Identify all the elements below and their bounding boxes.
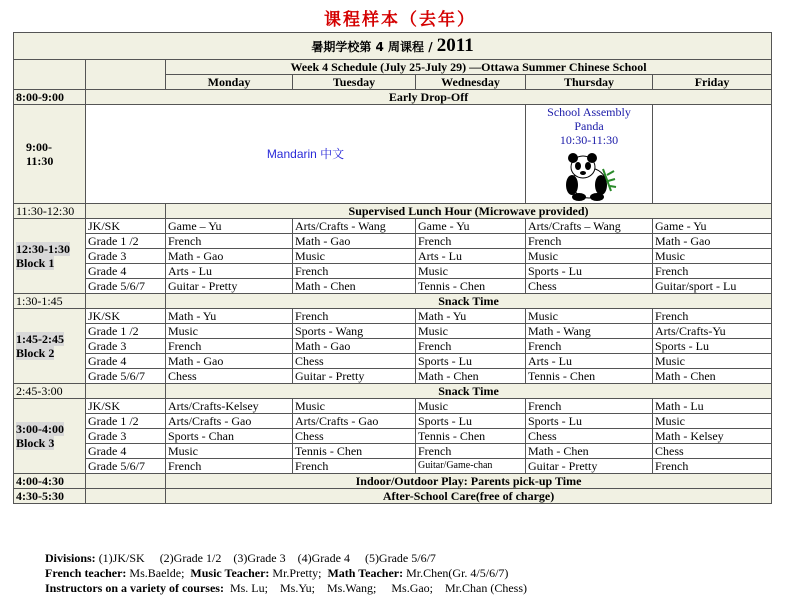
class-cell: Chess bbox=[293, 354, 416, 369]
grade-label: Grade 5/6/7 bbox=[86, 459, 166, 474]
day-wednesday: Wednesday bbox=[416, 75, 526, 90]
week-line: Week 4 Schedule (July 25-July 29) —Ottawa Summer Chinese School bbox=[166, 60, 772, 75]
grade-label: Grade 4 bbox=[86, 264, 166, 279]
class-cell: Guitar - Pretty bbox=[166, 279, 293, 294]
class-cell: Math - Gao bbox=[653, 234, 772, 249]
class-cell: Math - Gao bbox=[166, 354, 293, 369]
grade-label: Grade 4 bbox=[86, 444, 166, 459]
class-cell: Math - Chen bbox=[526, 444, 653, 459]
grade-label: Grade 5/6/7 bbox=[86, 279, 166, 294]
class-cell: Math - Chen bbox=[416, 369, 526, 384]
grade-label: Grade 4 bbox=[86, 354, 166, 369]
class-cell: Guitar - Pretty bbox=[293, 369, 416, 384]
class-cell: Music bbox=[166, 324, 293, 339]
divisions-line: Divisions: (1)JK/SK (2)Grade 1/2 (3)Grade 3 (4)Grade 4 (5)Grade 5/6/7 bbox=[45, 551, 436, 565]
class-cell: Arts - Lu bbox=[416, 249, 526, 264]
class-cell: Arts/Crafts - Wang bbox=[293, 219, 416, 234]
class-cell: Arts - Lu bbox=[166, 264, 293, 279]
class-cell: French bbox=[293, 459, 416, 474]
class-cell: Math - Lu bbox=[653, 399, 772, 414]
class-cell: Sports - Lu bbox=[416, 414, 526, 429]
class-cell: French bbox=[653, 459, 772, 474]
class-cell: Music bbox=[653, 414, 772, 429]
time-slot: 4:00-4:30 bbox=[14, 474, 86, 489]
class-cell: Sports - Lu bbox=[653, 339, 772, 354]
class-cell: French bbox=[416, 339, 526, 354]
class-cell: Math - Gao bbox=[293, 339, 416, 354]
snack-time: Snack Time bbox=[166, 384, 772, 399]
class-cell: Math - Chen bbox=[293, 279, 416, 294]
class-cell: Guitar - Pretty bbox=[526, 459, 653, 474]
class-cell: Arts/Crafts-Yu bbox=[653, 324, 772, 339]
class-cell: Music bbox=[653, 354, 772, 369]
grade-label: Grade 5/6/7 bbox=[86, 369, 166, 384]
class-cell: Math - Gao bbox=[293, 234, 416, 249]
class-cell: Math - Yu bbox=[166, 309, 293, 324]
grade-label: Grade 3 bbox=[86, 429, 166, 444]
class-cell: Sports - Lu bbox=[416, 354, 526, 369]
pickup-time: Indoor/Outdoor Play: Parents pick-up Time bbox=[166, 474, 772, 489]
class-cell: French bbox=[166, 234, 293, 249]
class-cell: Chess bbox=[653, 444, 772, 459]
early-dropoff: Early Drop-Off bbox=[86, 90, 772, 105]
class-cell: French bbox=[526, 339, 653, 354]
class-cell: Music bbox=[416, 399, 526, 414]
class-cell: Math - Wang bbox=[526, 324, 653, 339]
grade-label: JK/SK bbox=[86, 219, 166, 234]
class-cell: Sports - Wang bbox=[293, 324, 416, 339]
class-cell: Arts/Crafts-Kelsey bbox=[166, 399, 293, 414]
class-cell: Music bbox=[653, 249, 772, 264]
mandarin-banner: Mandarin 中文 bbox=[86, 105, 526, 204]
class-cell: Math - Chen bbox=[653, 369, 772, 384]
class-cell: French bbox=[166, 339, 293, 354]
lunch-hour: Supervised Lunch Hour (Microwave provided) bbox=[166, 204, 772, 219]
class-cell: Chess bbox=[166, 369, 293, 384]
class-cell: Chess bbox=[293, 429, 416, 444]
footer-notes bbox=[45, 551, 527, 596]
class-cell: Music bbox=[416, 324, 526, 339]
class-cell: Music bbox=[293, 249, 416, 264]
class-cell: Chess bbox=[526, 429, 653, 444]
grade-label: Grade 1 /2 bbox=[86, 324, 166, 339]
class-cell: French bbox=[526, 399, 653, 414]
after-school-care: After-School Care(free of charge) bbox=[166, 489, 772, 504]
panda-image bbox=[561, 151, 617, 201]
block-3-label: 3:00-4:00 Block 3 bbox=[14, 399, 86, 474]
class-cell: Chess bbox=[526, 279, 653, 294]
class-cell: Math - Yu bbox=[416, 309, 526, 324]
class-cell: Arts - Lu bbox=[526, 354, 653, 369]
page-heading: 课程样本（去年） bbox=[324, 10, 476, 30]
class-cell: Tennis - Chen bbox=[416, 279, 526, 294]
time-slot: 4:30-5:30 bbox=[14, 489, 86, 504]
class-cell: Tennis - Chen bbox=[293, 444, 416, 459]
class-cell: Arts/Crafts – Wang bbox=[526, 219, 653, 234]
class-cell: Sports - Lu bbox=[526, 264, 653, 279]
block-2-label: 1:45-2:45 Block 2 bbox=[14, 309, 86, 384]
class-cell: Music bbox=[416, 264, 526, 279]
class-cell: French bbox=[526, 234, 653, 249]
class-cell: Game - Yu bbox=[416, 219, 526, 234]
class-cell: Music bbox=[526, 309, 653, 324]
grade-label: Grade 3 bbox=[86, 339, 166, 354]
class-cell: Tennis - Chen bbox=[416, 429, 526, 444]
teachers-line: French teacher: Ms.Baelde; Music Teacher: Mr.Pretty; Math Teacher: Mr.Chen(Gr. 4/5/6/7) bbox=[45, 566, 509, 580]
grade-label: JK/SK bbox=[86, 309, 166, 324]
day-thursday: Thursday bbox=[526, 75, 653, 90]
class-cell: Tennis - Chen bbox=[526, 369, 653, 384]
day-friday: Friday bbox=[653, 75, 772, 90]
class-cell: Sports - Chan bbox=[166, 429, 293, 444]
class-cell: French bbox=[653, 264, 772, 279]
class-cell: French bbox=[166, 459, 293, 474]
grade-label: Grade 1 /2 bbox=[86, 414, 166, 429]
time-slot: 8:00-9:00 bbox=[14, 90, 86, 105]
time-slot: 9:00- 11:30 bbox=[14, 105, 86, 204]
schedule-title: 暑期学校第 4 周课程 / 2011 bbox=[14, 33, 772, 60]
class-cell: Guitar/sport - Lu bbox=[653, 279, 772, 294]
class-cell: Math - Gao bbox=[166, 249, 293, 264]
class-cell: Math - Kelsey bbox=[653, 429, 772, 444]
class-cell: Music bbox=[166, 444, 293, 459]
class-cell: Sports - Lu bbox=[526, 414, 653, 429]
time-slot: 2:45-3:00 bbox=[14, 384, 86, 399]
class-cell: Arts/Crafts - Gao bbox=[293, 414, 416, 429]
class-cell: Guitar/Game-chan bbox=[416, 459, 526, 474]
instructors-line: Instructors on a variety of courses: Ms. Lu; Ms.Yu; Ms.Wang; Ms.Gao; Mr.Chan (Chess) bbox=[45, 581, 528, 595]
school-assembly: School Assembly Panda 10:30-11:30 bbox=[526, 105, 653, 204]
class-cell: Game – Yu bbox=[166, 219, 293, 234]
schedule-table bbox=[13, 32, 772, 504]
day-monday: Monday bbox=[166, 75, 293, 90]
block-1-label: 12:30-1:30 Block 1 bbox=[14, 219, 86, 294]
grade-label: Grade 1 /2 bbox=[86, 234, 166, 249]
class-cell: French bbox=[416, 234, 526, 249]
time-slot: 11:30-12:30 bbox=[14, 204, 86, 219]
grade-label: JK/SK bbox=[86, 399, 166, 414]
class-cell: Game - Yu bbox=[653, 219, 772, 234]
time-slot: 1:30-1:45 bbox=[14, 294, 86, 309]
class-cell: French bbox=[416, 444, 526, 459]
class-cell: Music bbox=[293, 399, 416, 414]
class-cell: French bbox=[293, 264, 416, 279]
day-tuesday: Tuesday bbox=[293, 75, 416, 90]
class-cell: French bbox=[653, 309, 772, 324]
class-cell: Arts/Crafts - Gao bbox=[166, 414, 293, 429]
class-cell: Music bbox=[526, 249, 653, 264]
class-cell: French bbox=[293, 309, 416, 324]
grade-label: Grade 3 bbox=[86, 249, 166, 264]
snack-time: Snack Time bbox=[166, 294, 772, 309]
